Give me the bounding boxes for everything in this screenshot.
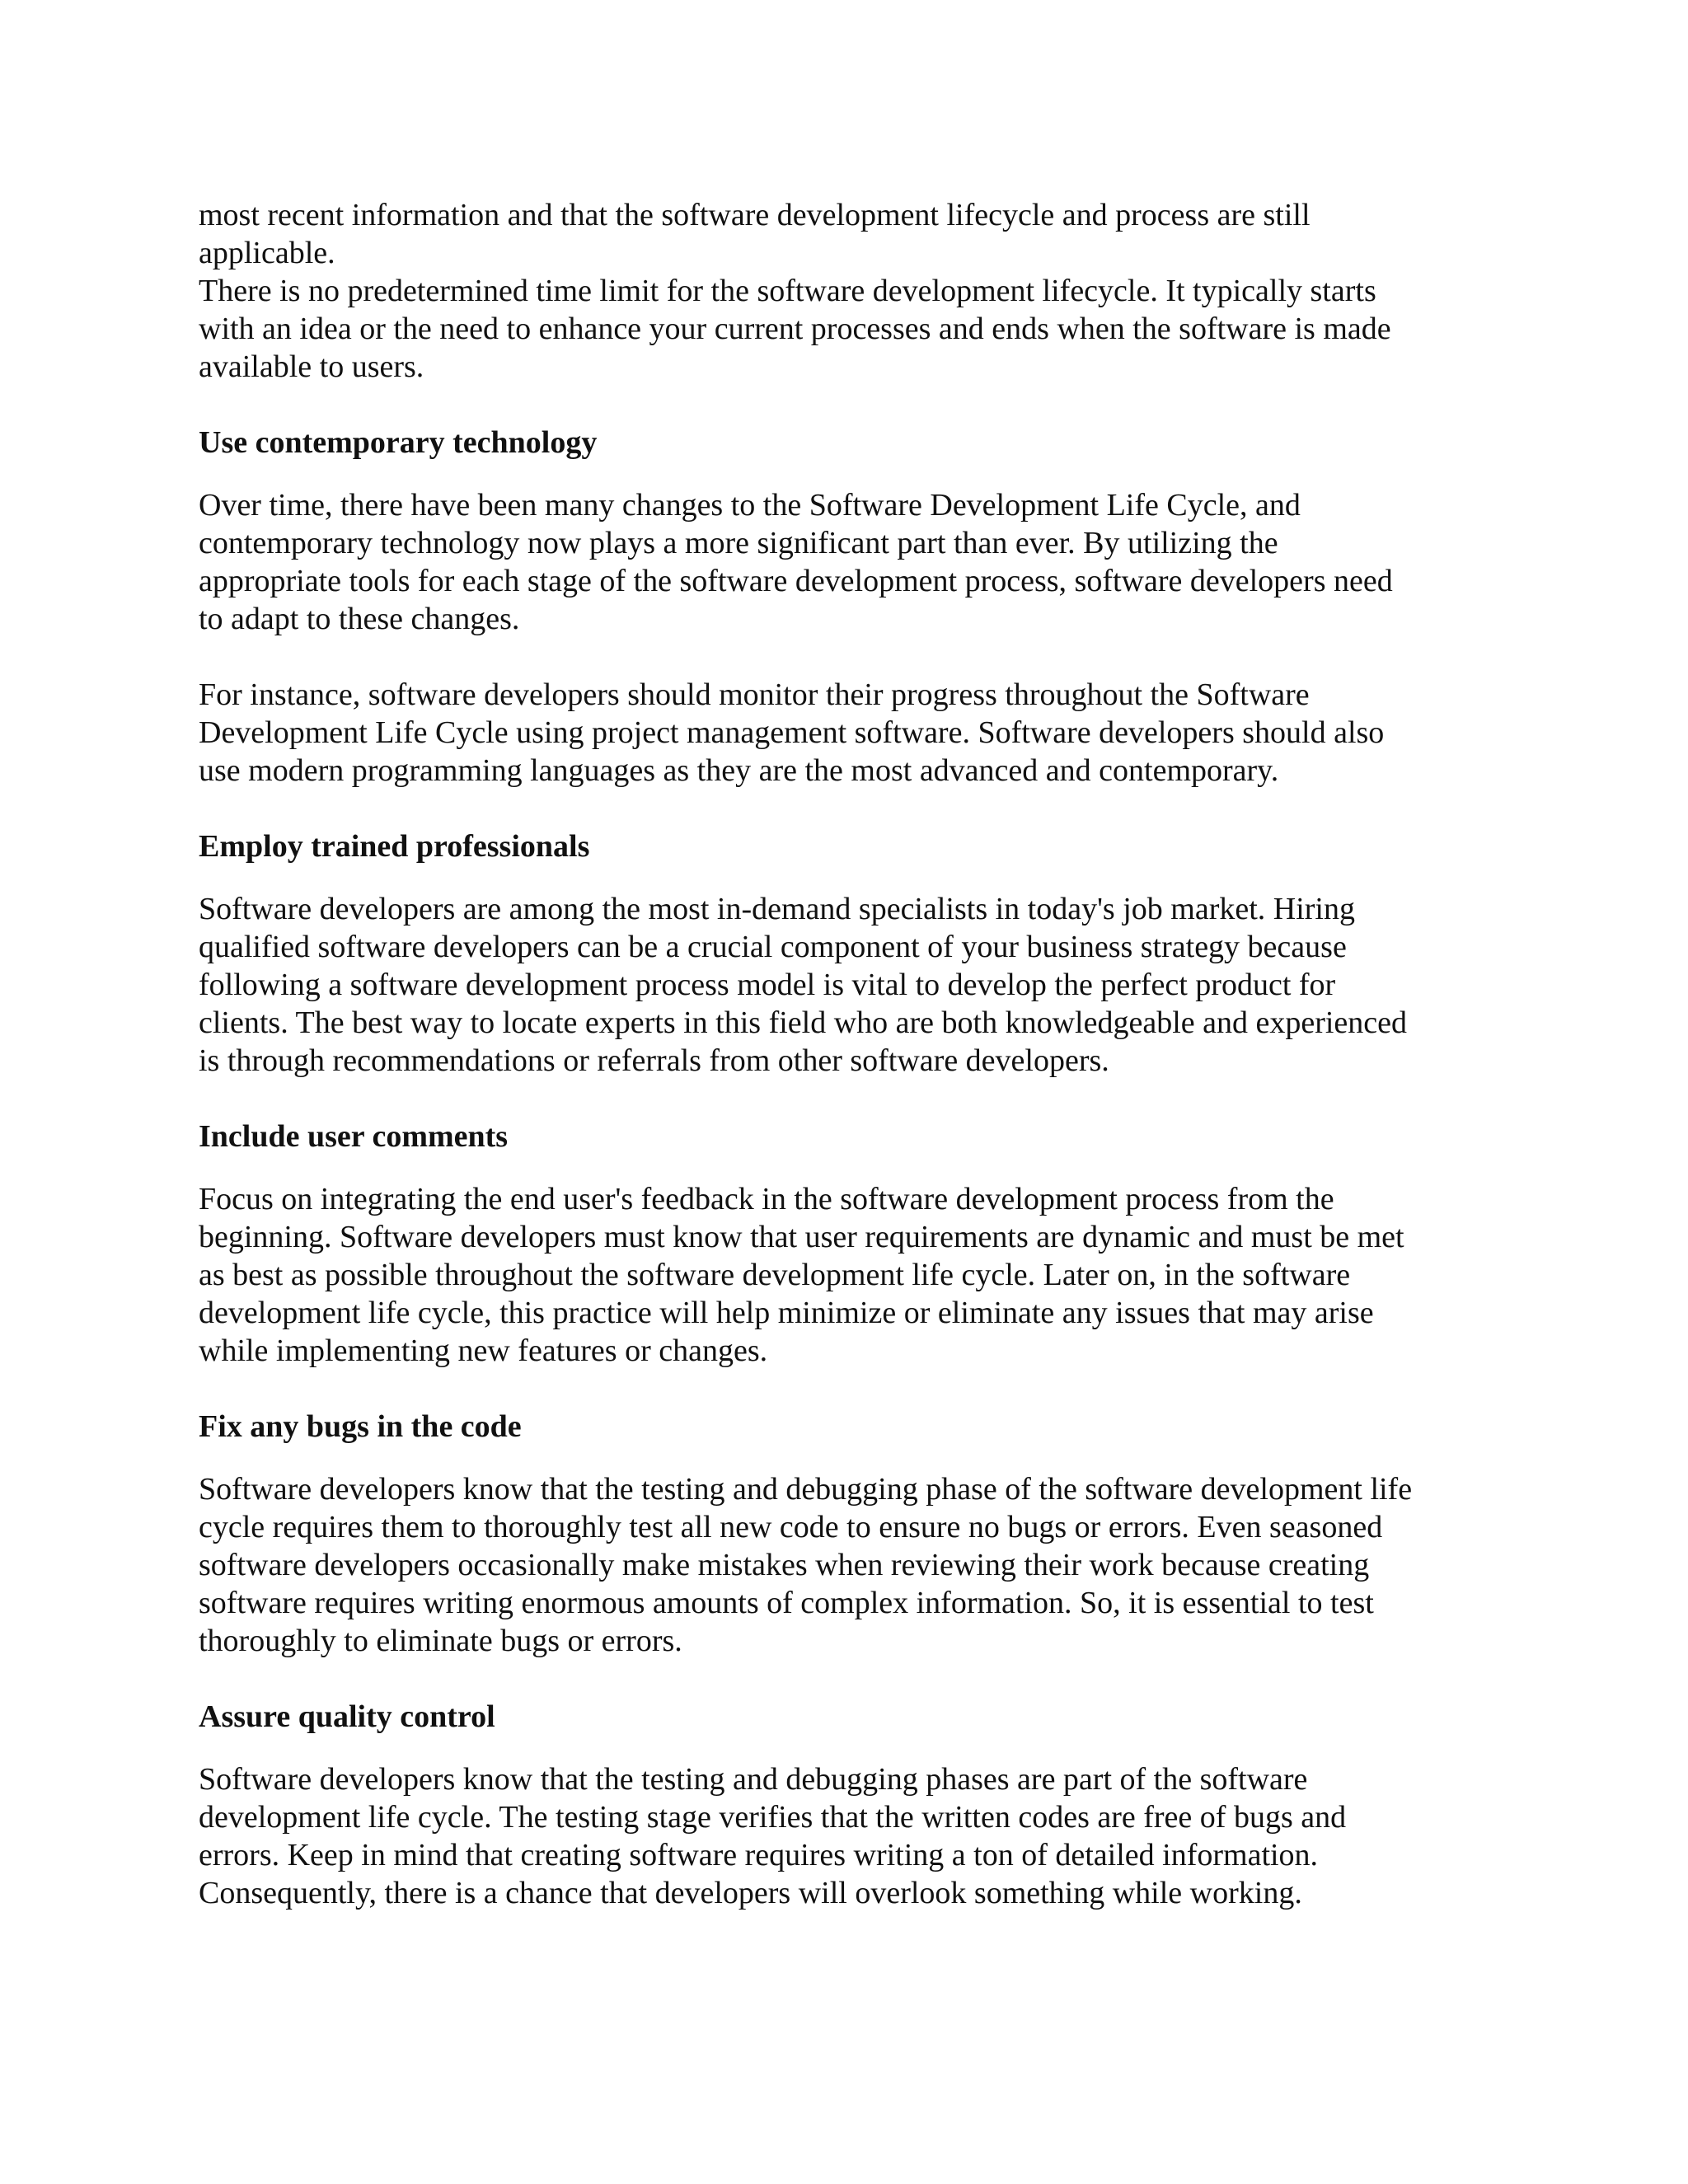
text-line: available to users. bbox=[199, 349, 424, 384]
section-heading: Fix any bugs in the code bbox=[199, 1409, 522, 1444]
section-paragraph bbox=[199, 676, 1493, 790]
text-line: Consequently, there is a chance that developers will overlook something while working. bbox=[199, 1876, 1302, 1910]
section-paragraph bbox=[199, 1760, 1493, 1912]
text-line: following a software development process model is vital to develop the perfect product for bbox=[199, 968, 1336, 1002]
section-heading: Use contemporary technology bbox=[199, 425, 598, 460]
section-heading: Employ trained professionals bbox=[199, 829, 590, 864]
document-page bbox=[199, 196, 1493, 1912]
text-line: Focus on integrating the end user's feedback in the software development process from the bbox=[199, 1182, 1334, 1216]
text-line: qualified software developers can be a crucial component of your business strategy because bbox=[199, 930, 1347, 964]
section-paragraph bbox=[199, 1180, 1493, 1370]
text-line: thoroughly to eliminate bugs or errors. bbox=[199, 1624, 682, 1658]
text-line: Over time, there have been many changes to the Software Development Life Cycle, and bbox=[199, 488, 1301, 523]
text-line: while implementing new features or changes. bbox=[199, 1333, 768, 1368]
intro-paragraph-2 bbox=[199, 272, 1493, 386]
intro-paragraph-1 bbox=[199, 196, 1493, 272]
text-line: cycle requires them to thoroughly test all new code to ensure no bugs or errors. Even seasoned bbox=[199, 1510, 1383, 1544]
text-line: There is no predetermined time limit for the software development lifecycle. It typically starts bbox=[199, 274, 1376, 308]
text-line: most recent information and that the software development lifecycle and process are still bbox=[199, 198, 1311, 232]
text-line: use modern programming languages as they are the most advanced and contemporary. bbox=[199, 753, 1279, 788]
text-line: Software developers are among the most in-demand specialists in today's job market. Hiring bbox=[199, 892, 1355, 926]
text-line: appropriate tools for each stage of the software development process, software developers need bbox=[199, 564, 1393, 598]
text-line: Software developers know that the testing and debugging phases are part of the software bbox=[199, 1762, 1308, 1797]
text-line: Software developers know that the testing and debugging phase of the software development life bbox=[199, 1472, 1413, 1507]
section-heading: Assure quality control bbox=[199, 1699, 495, 1734]
text-line: software requires writing enormous amounts of complex information. So, it is essential to test bbox=[199, 1586, 1374, 1620]
text-line: beginning. Software developers must know that user requirements are dynamic and must be met bbox=[199, 1220, 1404, 1254]
section-paragraph bbox=[199, 486, 1493, 638]
text-line: errors. Keep in mind that creating software requires writing a ton of detailed information. bbox=[199, 1838, 1319, 1872]
section-paragraph bbox=[199, 890, 1493, 1080]
text-line: For instance, software developers should monitor their progress throughout the Software bbox=[199, 677, 1310, 712]
text-line: to adapt to these changes. bbox=[199, 602, 520, 636]
text-line: applicable. bbox=[199, 236, 335, 270]
section-heading: Include user comments bbox=[199, 1119, 509, 1154]
section-paragraph bbox=[199, 1470, 1493, 1660]
text-line: as best as possible throughout the software development life cycle. Later on, in the software bbox=[199, 1258, 1351, 1292]
text-line: development life cycle. The testing stage verifies that the written codes are free of bugs and bbox=[199, 1800, 1347, 1835]
text-line: with an idea or the need to enhance your current processes and ends when the software is made bbox=[199, 312, 1391, 346]
text-line: Development Life Cycle using project management software. Software developers should also bbox=[199, 715, 1385, 750]
text-line: clients. The best way to locate experts in this field who are both knowledgeable and experienced bbox=[199, 1005, 1408, 1040]
text-line: development life cycle, this practice will help minimize or eliminate any issues that may arise bbox=[199, 1296, 1374, 1330]
text-line: software developers occasionally make mistakes when reviewing their work because creating bbox=[199, 1548, 1370, 1582]
text-line: contemporary technology now plays a more significant part than ever. By utilizing the bbox=[199, 526, 1278, 560]
text-line: is through recommendations or referrals from other software developers. bbox=[199, 1043, 1109, 1078]
